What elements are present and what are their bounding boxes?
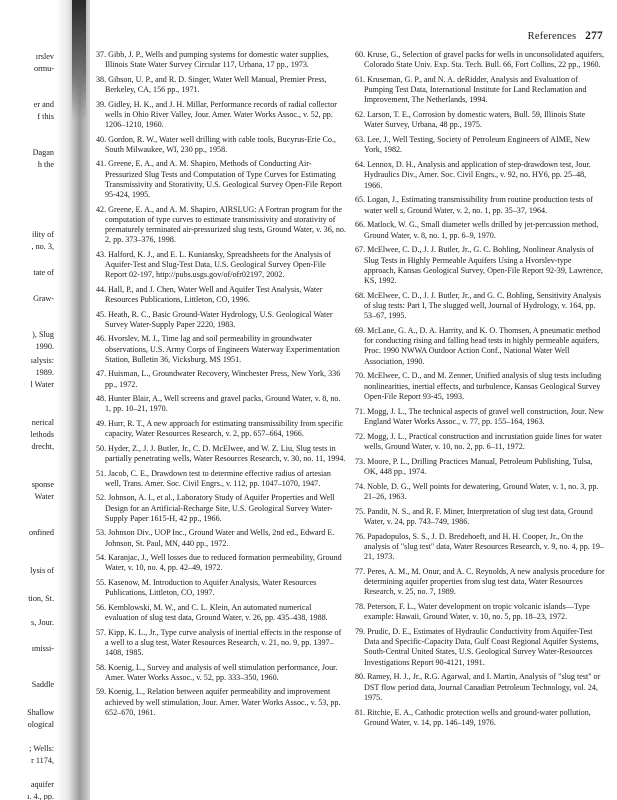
reference-entry: 46. Hvorslev, M. J., Time lag and soil permeability in groundwater observations, U.S. Army Corps of Engineers Waterway Experimentation Station, Bulletin 36, Vicksburg, MS 1951. [96, 334, 340, 364]
reference-entry: 73. Moore, P. L., Drilling Practices Manual, Petroleum Publishing, Tulsa, OK, 448 pp., 1974. [355, 456, 593, 476]
reference-entry: 40. Gordon, R. W., Water well drilling with cable tools, Bucyrus-Erie Co., South Milwaukee, WI, 230 pp., 1958. [96, 134, 336, 154]
running-title: References [527, 31, 577, 42]
reference-entry: 43. Halford, K. J., and E. L. Kuniansky, Spreadsheets for the Analysis of Aquifer-Test and Slug-Test Data, U.S. Geological Survey Open-File Report 02-197, http://pubs.usgs.gov/of/ofr02197, 2002. [96, 249, 332, 280]
facing-page-fragment: ıalysis: [30, 356, 54, 365]
facing-page-fragment: nerical [31, 418, 54, 427]
reference-entry: 76. Papadopulos, S. S., J. D. Bredehoeft, and H. H. Cooper, Jr., On the analysis of "slug test" data, Water Resources Research, v. 9, no. 4, pp. 19–21, 1973. [355, 531, 604, 562]
facing-page-fragment: Graw- [33, 294, 54, 303]
facing-page-fragment: tion, St. [28, 594, 54, 603]
facing-page-fragment: onfined [28, 528, 54, 537]
references-left-column [96, 50, 346, 722]
reference-entry: 49. Hurr, R. T., A new approach for estimating transmissibility from specific capacity, Water Resources Research, v. 2, pp. 657–664, 1966. [96, 418, 344, 439]
facing-page-fragment: l Water [30, 380, 54, 389]
reference-entry: 81. Ritchie, E. A., Cathodic protection wells and ground-water pollution, Ground Water, v. 14, pp. 146–149, 1976. [355, 707, 591, 727]
reference-entry: 39. Gidley, H. K., and J. H. Millar, Performance records of radial collector wells in Ohio River Valley, Jour. Amer. Water Works Assoc., v. 52, pp. 1206–1210, 1960. [96, 99, 337, 129]
facing-page-fragment: lethods [30, 430, 54, 439]
reference-entry: 71. Mogg, J. L., The technical aspects of gravel well construction, Jour. New England Water Works Assoc., v. 77, pp. 155–164, 1963. [355, 406, 604, 426]
facing-page-fragment: ), Slug [32, 330, 54, 339]
facing-page-fragment: ı. 4., pp. [27, 792, 54, 800]
facing-page-fragment: ological [27, 720, 54, 729]
facing-page-fragment: ; Wells: [29, 744, 54, 753]
reference-entry: 75. Pandit, N. S., and R. F. Miner, Interpretation of slug test data, Ground Water, v. 24, pp. 743–749, 1986. [355, 506, 593, 526]
reference-entry: 57. Kipp, K. L., Jr., Type curve analysis of inertial effects in the response of a well to a slug test, Water Resources Research, v. 21, no. 9, pp. 1397–1408, 1985. [96, 627, 342, 657]
reference-entry: 42. Greene, E. A., and A. M. Shapiro, AIRSLUG: A Fortran program for the computation of type curves to estimate transmissivity and storativity of prematurely terminated air-pressurized slug tests, Ground Water, v. 36, no. 2, pp. 373–376, 1998. [96, 204, 346, 245]
facing-page-fragment: drecht, [31, 442, 54, 451]
facing-page-fragment: Water [34, 492, 54, 501]
facing-page-fragment: Dagan [32, 148, 54, 157]
facing-page-fragment: , no. 3, [31, 242, 54, 251]
reference-entry: 45. Heath, R. C., Basic Ground-Water Hydrology, U.S. Geological Water Survey Water-Supply Paper 2220, 1983. [96, 309, 333, 329]
page-number: 277 [585, 30, 603, 42]
facing-page-fragment: er and [33, 100, 54, 109]
facing-page-fragment: tate of [33, 268, 54, 277]
facing-page-fragment: ımissi- [31, 644, 54, 653]
reference-entry: 78. Peterson, F. L., Water development on tropic volcanic islands—Type example: Hawaii, Ground Water, v. 10, no. 5, pp. 18–23, 1972. [355, 602, 590, 622]
reference-entry: 66. Matlock, W. G., Small diameter wells drilled by jet-percussion method, Ground Water, v. 8, no. 1, pp. 6–9, 1970. [355, 220, 599, 240]
reference-entry: 59. Koenig, L., Relation between aquifer permeability and improvement achieved by well stimulation, Jour. Amer. Water Works Assoc., v. 53, pp. 652–670, 1961. [96, 687, 341, 717]
reference-entry: 79. Prudic, D. E., Estimates of Hydraulic Conductivity from Aquifer-Test Data and Specific-Capacity Data, Gulf Coast Regional Aquifer Systems, South-Central United States, U.S. Geological Survey Water-Resources Investigations Report 90-4121, 1991. [355, 627, 599, 667]
reference-entry: 62. Larson, T. E., Corrosion by domestic waters, Bull. 59, Illinois State Water Survey, Urbana, 48 pp., 1975. [355, 110, 586, 130]
book-gutter-shadow [56, 0, 90, 800]
reference-entry: 38. Gibson, U. P., and R. D. Singer, Water Well Manual, Premier Press, Berkeley, CA, 156 pp., 1971. [96, 74, 327, 94]
reference-entry: 41. Greene, E. A., and A. M. Shapiro, Methods of Conducting Air-Pressurized Slug Tests and Computation of Type Curves for Estimating Transmissivity and Storativity, U.S. Geological Survey Open-File Report 95-424, 1995. [96, 159, 343, 199]
reference-entry: 37. Gibb, J. P., Wells and pumping systems for domestic water supplies, Illinois State Water Survey Circular 117, Urbana, 17 pp., 1973. [96, 50, 329, 70]
facing-page-fragment: lysis of [30, 566, 54, 575]
reference-entry: 65. Logan, J., Estimating transmissibility from routine production tests of water well s, Ground Water, v. 2, no. 1, pp. 35–37, 1964. [355, 195, 594, 215]
reference-entry: 64. Lennox, D. H., Analysis and application of step-drawdown test, Jour. Hydraulics Div., Amer. Soc. Civil Engrs., v. 92, no. HY6, pp. 25–48, 1966. [355, 160, 591, 190]
reference-entry: 74. Noble, D. G., Well points for dewatering, Ground Water, v. 1, no. 3, pp. 21–26, 1963. [355, 481, 599, 501]
facing-page-fragment: Saddle [31, 680, 54, 689]
reference-entry: 67. McElwee, C. D., J. J. Butler, Jr., G. C. Bohling, Nonlinear Analysis of Slug Tests in Highly Permeable Aquifers Using a Hvorslev-type approach, Kansas Geological Survey, Open-File Report 92-39, Lawrence, KS, 1992. [355, 245, 603, 286]
reference-entry: 54. Karanjac, J., Well losses due to reduced formation permeability, Ground Water, v. 10, no. 4, pp. 42–49, 1972. [96, 553, 342, 573]
facing-page-fragment: s, Jour. [31, 618, 54, 627]
reference-entry: 70. McElwee, C. D., and M. Zenner, Unified analysis of slug tests including nonlinearities, inertial effects, and turbulence, Kansas Geological Survey Open-File Report 93-45, 1993. [355, 371, 602, 401]
reference-entry: 61. Kruseman, G. P., and N. A. deRidder, Analysis and Evaluation of Pumping Test Data, International Institute for Land Reclamation and Improvement, The Netherlands, 1994. [355, 75, 587, 105]
running-header [528, 30, 603, 42]
reference-entry: 44. Hall, P., and J. Chen, Water Well and Aquifer Test Analysis, Water Resources Publications, Littleton, CO, 1996. [96, 284, 323, 304]
facing-page-fragment: Shallow [27, 708, 54, 717]
binding-shadow [72, 0, 86, 120]
facing-page-fragment: aquifer [30, 780, 54, 789]
facing-page-fragment: ormu- [33, 64, 54, 73]
reference-entry: 52. Johnson, A. I., et al., Laboratory Study of Aquifer Properties and Well Design for an Artificial-Recharge Site, U.S. Geological Survey Water-Supply Paper 1615-H, 42 pp., 1966. [96, 493, 335, 523]
reference-entry: 56. Kemblowski, M. W., and C. L. Klein, An automated numerical evaluation of slug test data, Ground Water, v. 26, pp. 435–438, 1988. [96, 602, 328, 622]
reference-entry: 47. Huisman, L., Groundwater Recovery, Winchester Press, New York, 336 pp., 1972. [96, 369, 341, 389]
facing-page-fragment: ility of [31, 230, 54, 239]
reference-entry: 72. Mogg, J. L., Practical construction and incrustation guide lines for water wells, Ground Water, v. 10, no. 2, pp. 6–11, 1972. [355, 431, 602, 451]
facing-page-fragment: sponse [31, 480, 54, 489]
facing-page-fragment: 1990. [35, 342, 54, 351]
reference-entry: 68. McElwee, C. D., J. J. Butler, Jr., and G. C. Bohling, Sensitivity Analysis of slug tests: Part I, The slugged well, Journal of Hydrology, v. 164, pp. 53–67, 1995. [355, 290, 602, 321]
reference-entry: 55. Kasenow, M. Introduction to Aquifer Analysis, Water Resources Publications, Littleton, CO, 1997. [96, 577, 317, 598]
facing-page-fragment: f this [37, 112, 54, 121]
reference-entry: 53. Johnson Div., UOP Inc., Ground Water and Wells, 2nd ed., Edward E. Johnson, St. Paul, MN, 440 pp., 1972. [96, 528, 335, 548]
facing-page-fragment: 1989. [35, 368, 54, 377]
facing-page-fragment: h the [37, 160, 54, 169]
reference-entry: 58. Koenig, L., Survey and analysis of well stimulation performance, Jour. Amer. Water Works Assoc., v. 52, pp. 333–350, 1960. [96, 662, 338, 682]
reference-entry: 69. McLane, G. A., D. A. Harrity, and K. O. Thomsen, A pneumatic method for conducting rising and falling head tests in highly permeable aquifers, Proc. 1990 NWWA Outdoor Action Conf., National Water Well Association, 1990. [355, 326, 601, 366]
reference-entry: 48. Hunter Blair, A., Well screens and gravel packs, Ground Water, v. 8, no. 1, pp. 10–21, 1970. [96, 394, 341, 414]
facing-page-margin [0, 0, 56, 800]
facing-page-fragment: r 1174, [31, 756, 54, 765]
reference-entry: 63. Lee, J., Well Testing, Society of Petroleum Engineers of AIME, New York, 1982. [355, 135, 591, 155]
reference-entry: 77. Peres, A. M., M. Onur, and A. C. Reynolds, A new analysis procedure for determining aquifer properties from slug test data, Water Resources Research, v. 25, no. 7, 1989. [355, 566, 605, 597]
facing-page-fragment: ırslev [35, 52, 54, 61]
reference-entry: 50. Hyder, Z., J. J. Butler, Jr., C. D. McElwee, and W. Z. Liu, Slug tests in partially penetrating wells, Water Resources Research, v. 30, no. 11, 1994. [96, 443, 346, 463]
references-right-column [355, 50, 605, 733]
reference-entry: 60. Kruse, G., Selection of gravel packs for wells in unconsolidated aquifers, Colorado State Univ. Exp. Sta. Tech. Bull. 66, Fort Collins, 22 pp., 1960. [355, 50, 605, 70]
reference-entry: 51. Jacob, C. E., Drawdown test to determine effective radius of artesian well, Trans. Amer. Soc. Civil Engrs., v. 112, pp. 1047–1070, 1947. [96, 468, 331, 488]
reference-entry: 80. Ramey, H. J., Jr., R.G. Agarwal, and I. Martin, Analysis of "slug test" or DST flow period data, Journal Canadian Petroleum Technology, vol. 24, 1975. [355, 672, 601, 702]
